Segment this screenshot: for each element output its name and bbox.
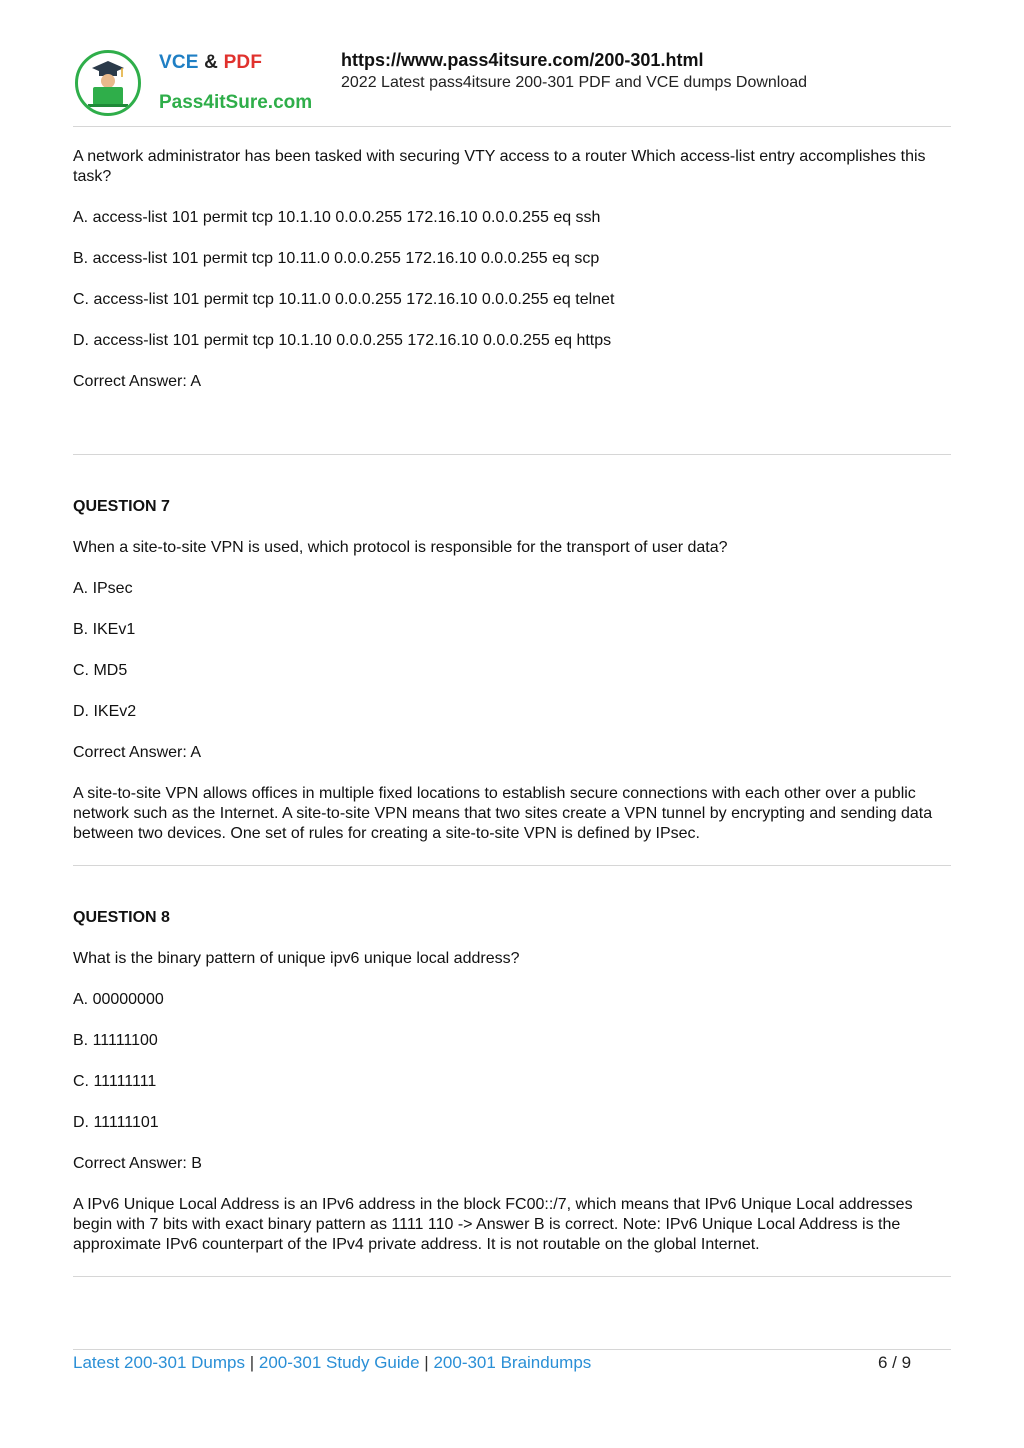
q6-option-b: B. access-list 101 permit tcp 10.11.0 0.0.0.255 172.16.10 0.0.0.255 eq scp <box>73 250 600 267</box>
q6-option-a: A. access-list 101 permit tcp 10.1.10 0.0.0.255 172.16.10 0.0.0.255 eq ssh <box>73 209 601 226</box>
q7-option-b: B. IKEv1 <box>73 621 136 638</box>
page-number: 6 / 9 <box>878 1353 912 1372</box>
q7-text: When a site-to-site VPN is used, which protocol is responsible for the transport of user data? <box>73 539 728 556</box>
latest-dumps-link[interactable]: Latest 200-301 Dumps <box>73 1353 245 1372</box>
q6-option-d: D. access-list 101 permit tcp 10.1.10 0.0.0.255 172.16.10 0.0.0.255 eq https <box>73 332 612 349</box>
divider <box>73 454 951 455</box>
page-footer <box>73 1349 951 1372</box>
logo-vce-pdf-text: VCE & PDF <box>159 52 263 73</box>
footer-links <box>73 1353 591 1373</box>
footer-separator: | <box>249 1353 255 1372</box>
q7-explanation: A site-to-site VPN allows offices in multiple fixed locations to establish secure connections with each other over a public network such as the Internet. A site-to-site VPN means that two sites create a VPN tunnel by encrypting and sending data between two devices. One set of rules for creating a site-to-site VPN is defined by IPsec. <box>73 785 933 842</box>
q8-text: What is the binary pattern of unique ipv6 unique local address? <box>73 950 520 967</box>
q7-title: QUESTION 7 <box>73 498 170 515</box>
q6-text: A network administrator has been tasked with securing VTY access to a router Which access-list entry accomplishes this task? <box>73 148 926 185</box>
logo-site-name: Pass4itSure.com <box>159 92 313 113</box>
divider <box>73 1276 951 1277</box>
braindumps-link[interactable]: 200-301 Braindumps <box>433 1353 592 1372</box>
q7-option-a: A. IPsec <box>73 580 133 597</box>
study-guide-link[interactable]: 200-301 Study Guide <box>258 1353 420 1372</box>
q7-option-d: D. IKEv2 <box>73 703 137 720</box>
q8-correct-answer: Correct Answer: B <box>73 1155 202 1172</box>
q7-option-c: C. MD5 <box>73 662 128 679</box>
q8-title: QUESTION 8 <box>73 909 170 926</box>
q8-option-a: A. 00000000 <box>73 991 164 1008</box>
q8-option-d: D. 11111101 <box>73 1114 159 1131</box>
graduate-laptop-icon <box>75 50 141 116</box>
q7-correct-answer: Correct Answer: A <box>73 744 202 761</box>
q6-correct-answer: Correct Answer: A <box>73 373 202 390</box>
divider <box>73 865 951 866</box>
pass4itsure-logo <box>73 46 323 122</box>
q6-option-c: C. access-list 101 permit tcp 10.11.0 0.0.0.255 172.16.10 0.0.0.255 eq telnet <box>73 291 615 308</box>
q8-explanation: A IPv6 Unique Local Address is an IPv6 address in the block FC00::/7, which means that IPv6 Unique Local addresses begin with 7 bits with exact binary pattern as 1111 110 -> Answer B is correct. Note: IPv6 Unique Local Address is the approximate IPv6 counterpart of the IPv4 private address. It is not routable on the global Internet. <box>73 1196 913 1253</box>
q8-option-b: B. 11111100 <box>73 1032 158 1049</box>
page-header <box>73 44 951 127</box>
footer-separator: | <box>424 1353 429 1372</box>
q8-option-c: C. 11111111 <box>73 1073 157 1090</box>
document-body <box>73 147 951 1277</box>
header-subtitle: 2022 Latest pass4itsure 200-301 PDF and VCE dumps Download <box>341 74 808 91</box>
header-url: https://www.pass4itsure.com/200-301.html <box>341 50 704 70</box>
